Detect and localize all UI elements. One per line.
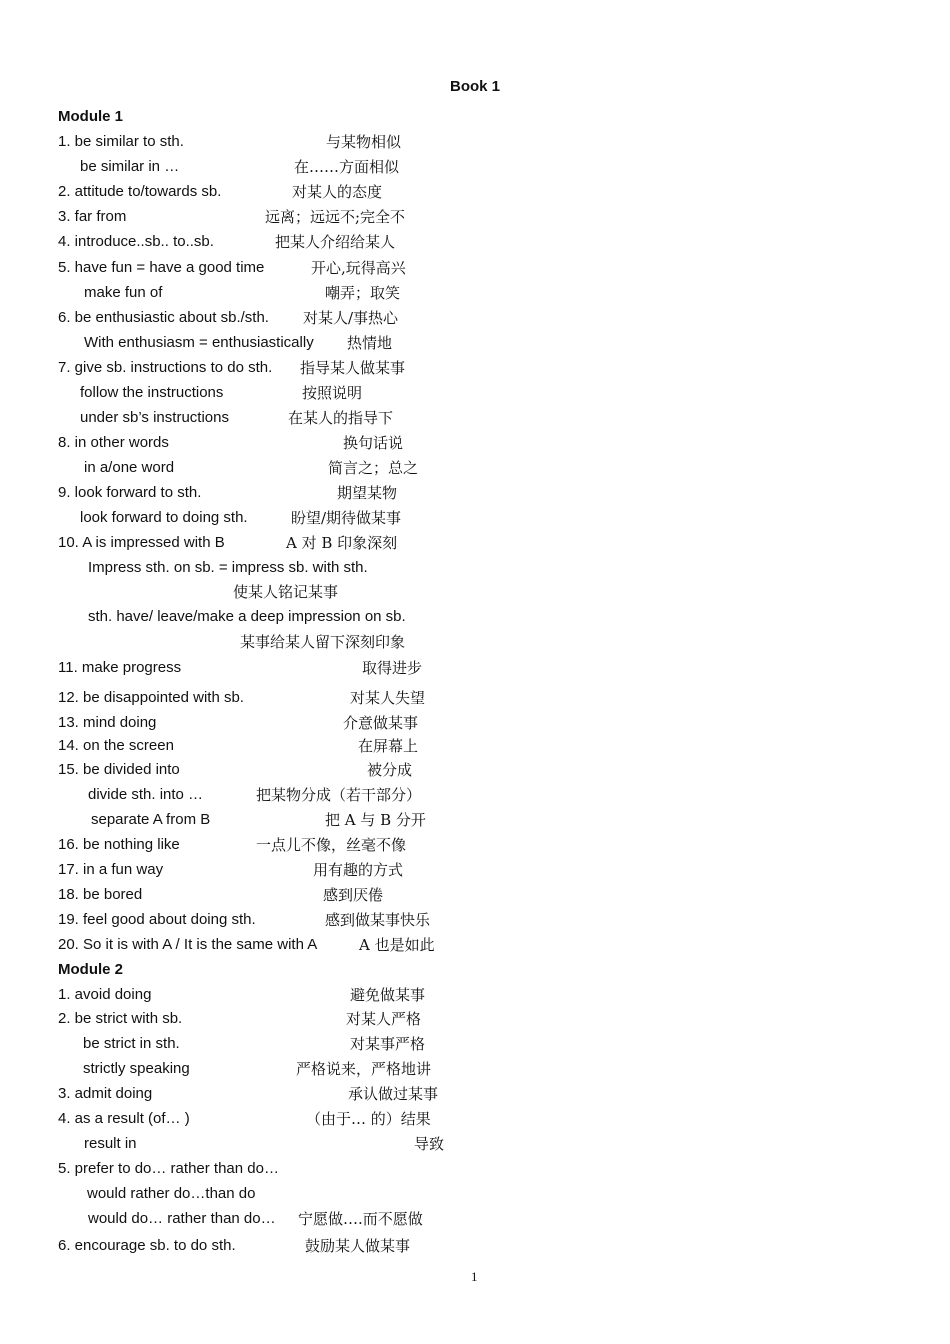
phrase-english: Impress sth. on sb. = impress sb. with sth. [88,559,368,576]
phrase-chinese: 使某人铭记某事 [233,583,339,601]
phrase-chinese: 热情地 [347,334,393,352]
phrase-english: 11. make progress [58,659,182,676]
phrase-chinese: 感到厌倦 [323,886,384,904]
phrase-english: be similar in … [80,158,180,175]
phrase-chinese: 把某物分成（若干部分） [256,786,422,804]
phrase-english: 3. admit doing [58,1085,153,1102]
document-title: Book 1 [450,78,501,95]
phrase-english: 4. as a result (of… ) [58,1110,190,1127]
phrase-english: 5. have fun = have a good time [58,259,265,276]
phrase-chinese: 宁愿做….而不愿做 [298,1210,423,1228]
phrase-chinese: 介意做某事 [343,714,419,732]
phrase-chinese: 与某物相似 [326,133,402,151]
phrase-english: look forward to doing sth. [80,509,248,526]
phrase-chinese: 在某人的指导下 [288,409,394,427]
phrase-english: result in [84,1135,137,1152]
phrase-chinese: 用有趣的方式 [313,861,404,879]
module-heading: Module 1 [58,108,124,125]
phrase-chinese: 换句话说 [343,434,404,452]
phrase-english: 10. A is impressed with B [58,534,225,551]
phrase-chinese: 对某人严格 [346,1010,422,1028]
page-number: 1 [471,1269,478,1284]
phrase-english: With enthusiasm = enthusiastically [84,334,314,351]
phrase-english: 8. in other words [58,434,169,451]
phrase-chinese: 在……方面相似 [294,158,400,176]
phrase-chinese: 感到做某事快乐 [325,911,431,929]
phrase-english: 2. attitude to/towards sb. [58,183,222,200]
phrase-chinese: 对某人失望 [350,689,426,707]
phrase-chinese: 把 A 与 B 分开 [325,811,426,829]
phrase-english: 1. be similar to sth. [58,133,184,150]
phrase-english: follow the instructions [80,384,224,401]
phrase-chinese: 开心,玩得高兴 [311,259,406,277]
phrase-chinese: 某事给某人留下深刻印象 [240,633,406,651]
phrase-chinese: 取得进步 [362,659,423,677]
phrase-chinese: 避免做某事 [350,986,426,1004]
phrase-english: 15. be divided into [58,761,180,778]
phrase-english: 13. mind doing [58,714,157,731]
phrase-chinese: A 对 B 印象深刻 [286,534,398,552]
phrase-english: 17. in a fun way [58,861,164,878]
phrase-chinese: 简言之；总之 [328,459,419,477]
phrase-english: in a/one word [84,459,175,476]
phrase-chinese: 严格说来，严格地讲 [296,1060,432,1078]
phrase-english: 2. be strict with sb. [58,1010,183,1027]
phrase-english: sth. have/ leave/make a deep impression on sb. [88,608,406,625]
phrase-english: divide sth. into … [88,786,204,803]
phrase-chinese: （由于… 的）结果 [306,1110,431,1128]
phrase-english: 6. encourage sb. to do sth. [58,1237,236,1254]
phrase-english: 1. avoid doing [58,986,152,1003]
phrase-english: would rather do…than do [87,1185,256,1202]
phrase-chinese: 鼓励某人做某事 [305,1237,411,1255]
phrase-chinese: 对某人的态度 [292,183,383,201]
phrase-chinese: 承认做过某事 [348,1085,439,1103]
phrase-english: 12. be disappointed with sb. [58,689,244,706]
phrase-chinese: 盼望/期待做某事 [291,509,402,527]
phrase-english: be strict in sth. [83,1035,180,1052]
phrase-chinese: 对某人/事热心 [303,309,399,327]
phrase-chinese: 被分成 [367,761,413,779]
phrase-chinese: 指导某人做某事 [300,359,406,377]
phrase-chinese: 把某人介绍给某人 [275,233,396,251]
phrase-english: 16. be nothing like [58,836,180,853]
phrase-english: would do… rather than do… [88,1210,276,1227]
phrase-english: 3. far from [58,208,127,225]
phrase-english: strictly speaking [83,1060,190,1077]
phrase-chinese: 远离；远远不;完全不 [265,208,406,226]
phrase-english: 6. be enthusiastic about sb./sth. [58,309,269,326]
phrase-chinese: 嘲弄；取笑 [325,284,401,302]
phrase-chinese: 期望某物 [337,484,398,502]
phrase-english: 18. be bored [58,886,143,903]
phrase-english: 14. on the screen [58,737,174,754]
phrase-english: make fun of [84,284,163,301]
phrase-chinese: 按照说明 [302,384,363,402]
phrase-english: separate A from B [91,811,211,828]
phrase-english: 9. look forward to sth. [58,484,202,501]
phrase-english: 20. So it is with A / It is the same with A [58,936,318,953]
phrase-english: 5. prefer to do… rather than do… [58,1160,279,1177]
phrase-english: 7. give sb. instructions to do sth. [58,359,273,376]
phrase-english: under sb’s instructions [80,409,229,426]
phrase-chinese: 在屏幕上 [358,737,419,755]
phrase-chinese: 对某事严格 [350,1035,426,1053]
module-heading: Module 2 [58,961,124,978]
phrase-chinese: A 也是如此 [359,936,435,954]
phrase-chinese: 导致 [414,1135,445,1153]
phrase-english: 19. feel good about doing sth. [58,911,256,928]
phrase-english: 4. introduce..sb.. to..sb. [58,233,214,250]
phrase-chinese: 一点儿不像，丝毫不像 [256,836,407,854]
